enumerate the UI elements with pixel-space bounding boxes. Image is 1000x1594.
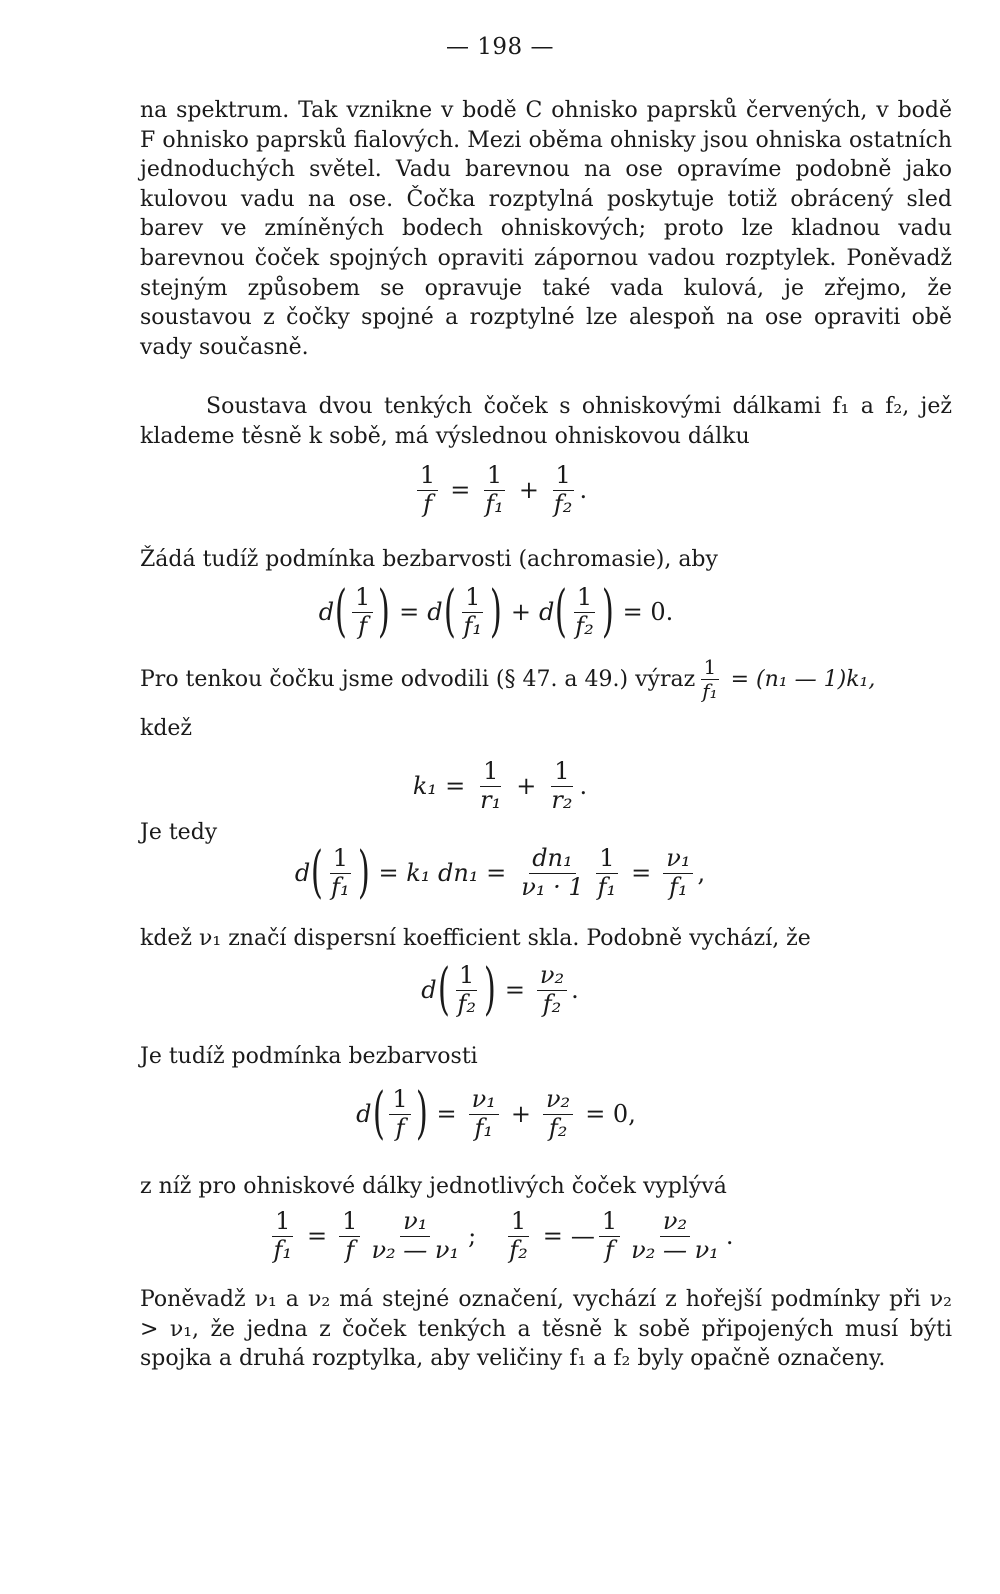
page-number: — 198 — — [445, 34, 555, 60]
paragraph-2: Soustava dvou tenkých čoček s ohniskovými dálkami f₁ a f₂, jež klademe těsně k sobě, má výslednou ohniskovou dálku — [140, 394, 952, 449]
fraction: $\frac{1}{f}$ — [339, 1208, 360, 1264]
fraction: $\frac{1}{f}$ — [389, 1086, 410, 1142]
line-je-tedy: Je tedy — [140, 820, 218, 845]
line-vyplyva: z níž pro ohniskové dálky jednotlivých čoček vyplývá — [140, 1174, 727, 1199]
fraction: $\frac{\text{dn₁}}{\text{ν₁ · 1}}$ — [521, 844, 584, 901]
fraction: $\frac{1}{\text{f₂}}$ — [575, 583, 594, 640]
equation-focal-lengths: $\frac{1}{\text{f₁}}$ = $\frac{1}{f}$ $\frac{\text{ν₁}}{\text{ν₂ — ν₁}}$ ; $\frac{1}{\text{f₂}}$ = — $\frac{1}{f}$ $\frac{\text{ν₂}}{\text{ν₂ — ν₁}}$ . — [0, 1208, 1000, 1264]
fraction: $\frac{1}{\text{f₁}}$ — [463, 583, 482, 640]
equation-focal-sum: $\frac{1}{f}$ = $\frac{1}{\text{f₁}}$ + $\frac{1}{\text{f₂}}$ . — [0, 462, 1000, 518]
fraction: $\frac{1}{\text{r₁}}$ — [480, 757, 502, 814]
equation-achromatic-condition: d ( $\frac{1}{f}$ ) = $\frac{\text{ν₁}}{\text{f₁}}$ + $\frac{\text{ν₂}}{\text{f₂}}$ = 0, — [356, 1081, 636, 1147]
equation-achromatic-differential: d ( $\frac{1}{f}$ ) = d ( $\frac{1}{\text{f₁}}$ ) + d ( $\frac{1}{\text{f₂}}$ ) = 0. — [318, 579, 674, 645]
line-kdez: kdež — [140, 716, 193, 741]
fraction: $\frac{1}{\text{f₂}}$ — [509, 1207, 528, 1264]
equation-k1: k₁ = $\frac{1}{\text{r₁}}$ + $\frac{1}{\text{r₂}}$ . — [412, 757, 588, 814]
fraction: $\frac{1}{\text{f₁}}$ — [273, 1207, 293, 1264]
line-achromasie: Žádá tudíž podmínka bezbarvosti (achromasie), aby — [140, 547, 718, 572]
equation-d1f2: d ( $\frac{1}{\text{f₂}}$ ) = $\frac{\text{ν₂}}{\text{f₂}}$ . — [421, 957, 579, 1023]
fraction: $\frac{1}{f}$ — [599, 1208, 620, 1264]
fraction: $\frac{1}{\text{f₁}}$ — [331, 844, 350, 901]
line-podminka: Je tudíž podmínka bezbarvosti — [140, 1044, 478, 1069]
fraction: $\frac{1}{\text{f₂}}$ — [553, 461, 573, 518]
line-pro-tenkou: Pro tenkou čočku jsme odvodili (§ 47. a 49.) výraz $\frac{1}{\text{f₁}}$ = (n₁ — 1)k₁, — [140, 655, 876, 703]
line-disperse: kdež ν₁ značí dispersní koefficient skla. Podobně vychází, že — [140, 926, 811, 951]
fraction: $\frac{\text{ν₂}}{\text{f₂}}$ — [537, 962, 567, 1018]
fraction: $\frac{1}{\text{f₁}}$ — [597, 844, 617, 901]
fraction: $\frac{1}{\text{r₂}}$ — [551, 757, 573, 814]
fraction: $\frac{\text{ν₁}}{\text{f₁}}$ — [469, 1086, 499, 1142]
paragraph-last: Poněvadž ν₁ a ν₂ má stejné označení, vychází z hořejší podmínky při ν₂ > ν₁, že jedna z čoček tenkých a těsně k sobě připojených musí býti spojka a druhá rozptylka, aby veličiny f₁ a f₂ byly opačně označeny. — [140, 1287, 952, 1372]
fraction: $\frac{\text{ν₂}}{\text{f₂}}$ — [543, 1086, 573, 1142]
fraction: $\frac{\text{ν₁}}{\text{f₁}}$ — [663, 845, 693, 901]
equation-d1f1: d ( $\frac{1}{\text{f₁}}$ ) = k₁ dn₁ = $\frac{\text{dn₁}}{\text{ν₁ · 1}}$ $\frac{1}{\text{f₁}}$ = $\frac{\text{ν₁}}{\text{f₁}}$ , — [294, 840, 706, 906]
fraction: $\frac{1}{\text{f₂}}$ — [457, 961, 476, 1018]
fraction: $\frac{\text{ν₁}}{\text{ν₂ — ν₁}}$ — [371, 1207, 460, 1264]
paragraph-1: na spektrum. Tak vznikne v bodě C ohnisko paprsků červených, v bodě F ohnisko paprsků fialových. Mezi oběma ohnisky jsou ohniska ostatních jednoduchých světel. Vadu barevnou na ose opravíme podobně jako kulovou vadu na ose. Čočka rozptylná poskytuje totiž obrácený sled barev ve zmíněných bodech ohniskových; proto lze kladnou vadu barevnou čoček spojných opraviti zápornou vadou rozptylek. Poněvadž stejným způsobem se opravuje také vada kulová, je zřejmo, že soustavou z čočky spojné a rozptylné lze alespoň na ose opraviti obě vady současně. — [140, 98, 952, 360]
fraction: $\frac{1}{f}$ — [417, 462, 438, 518]
fraction: $\frac{1}{f}$ — [352, 584, 373, 640]
fraction: $\frac{\text{ν₂}}{\text{ν₂ — ν₁}}$ — [631, 1207, 719, 1264]
fraction: $\frac{1}{\text{f₁}}$ — [485, 461, 504, 518]
fraction: $\frac{1}{\text{f₁}}$ — [702, 655, 718, 703]
